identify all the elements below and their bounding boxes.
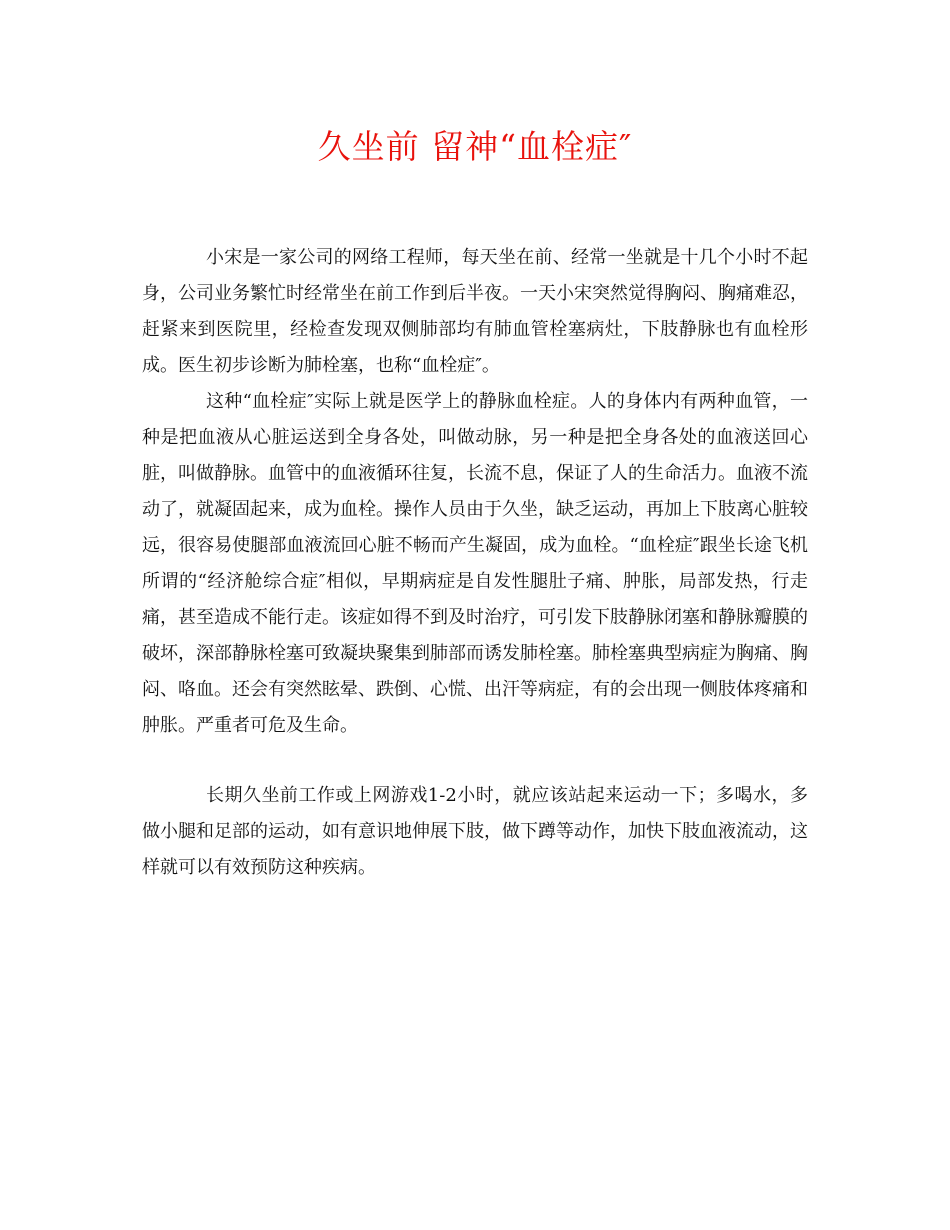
paragraph-prevention: 长期久坐前工作或上网游戏1-2小时，就应该站起来运动一下；多喝水，多做小腿和足部的运动，如有意识地伸展下肢，做下蹲等动作，加快下肢血液流动，这样就可以有效预防这种疾病。 (142, 785, 808, 878)
paragraph-explanation: 这种“血栓症″实际上就是医学上的静脉血栓症。人的身体内有两种血管，一种是把血液从心脏运送到全身各处，叫做动脉，另一种是把全身各处的血液送回心脏，叫做静脉。血管中的血液循环往复，长流不息，保证了人的生命活力。血液不流动了，就凝固起来，成为血栓。操作人员由于久坐，缺乏运动，再加上下肢离心脏较远，很容易使腿部血液流回心脏不畅而产生凝固，成为血栓。“血栓症″跟坐长途飞机所谓的“经济舱综合症″相似，早期病症是自发性腿肚子痛、肿胀，局部发热，行走痛，甚至造成不能行走。该症如得不到及时治疗，可引发下肢静脉闭塞和静脉瓣膜的破坏，深部静脉栓塞可致凝块聚集到肺部而诱发肺栓塞。肺栓塞典型病症为胸痛、胸闷、咯血。还会有突然眩晕、跌倒、心慌、出汗等病症，有的会出现一侧肢体疼痛和肿胀。严重者可危及生命。 (142, 391, 808, 736)
document-title: 久坐前 留神“血栓症″ (317, 127, 633, 166)
paragraph-case-story: 小宋是一家公司的网络工程师，每天坐在前、经常一坐就是十几个小时不起身，公司业务繁忙时经常坐在前工作到后半夜。一天小宋突然觉得胸闷、胸痛难忍，赶紧来到医院里，经检查发现双侧肺部均有肺血管栓塞病灶，下肢静脉也有血栓形成。医生初步诊断为肺栓塞，也称“血栓症″。 (142, 247, 808, 376)
document-body (142, 240, 808, 886)
